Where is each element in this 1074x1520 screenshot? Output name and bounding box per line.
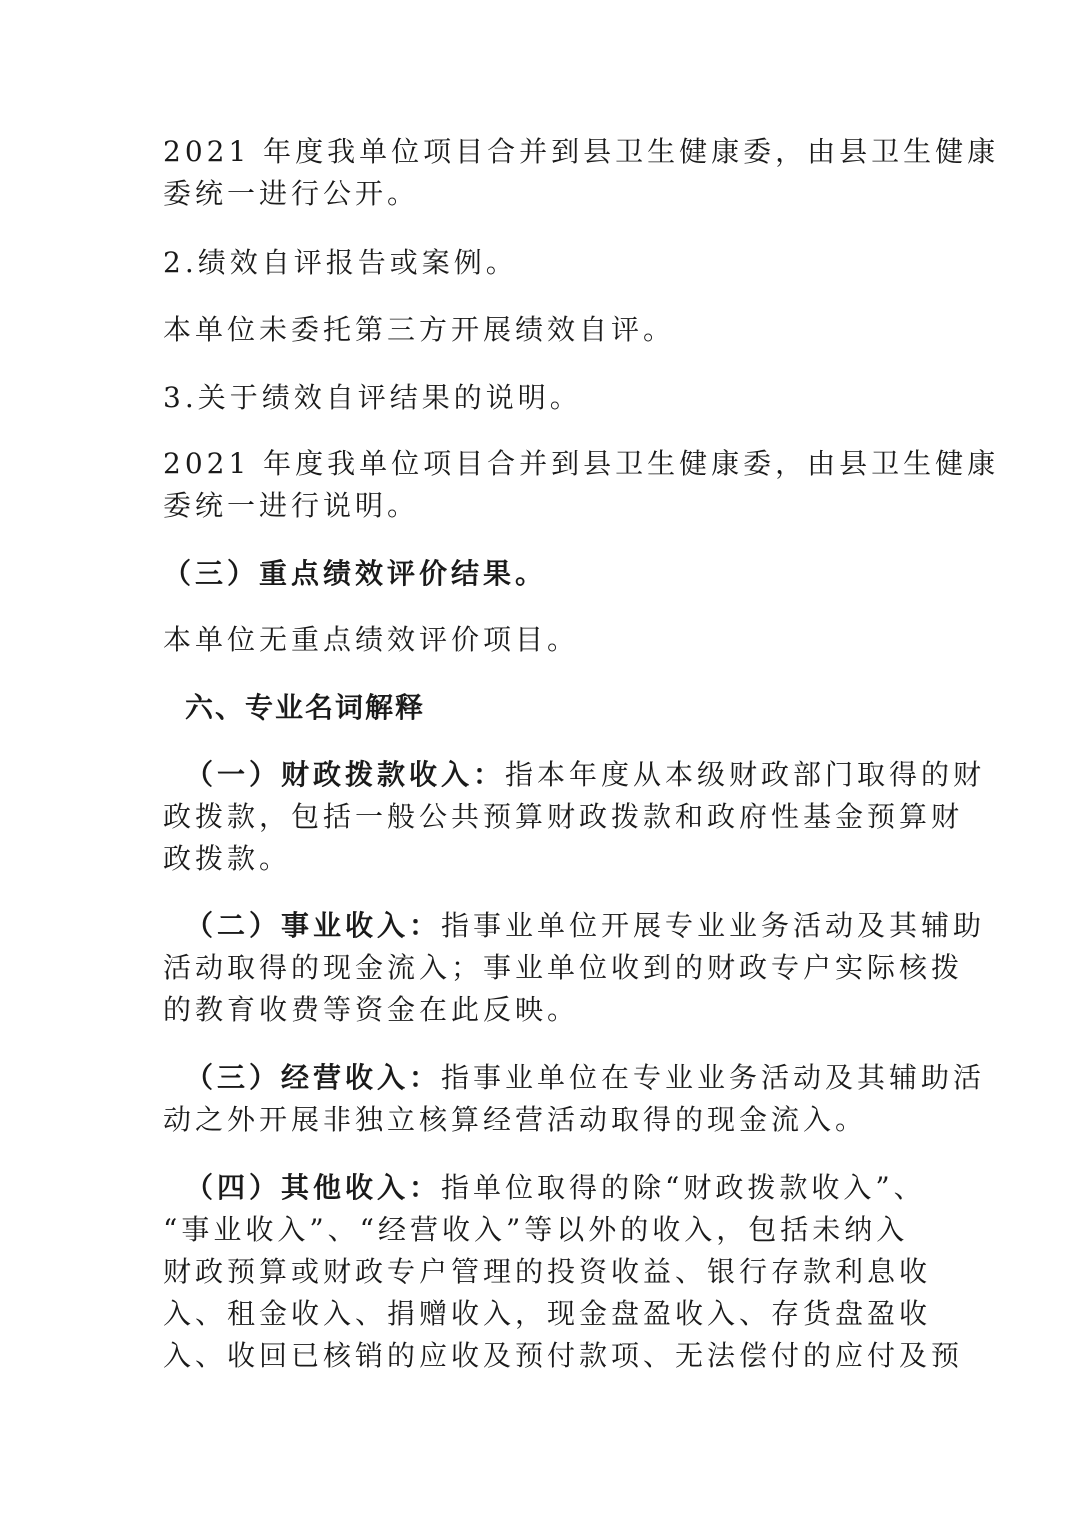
definition-text: 指事业单位在专业业务活动及其辅助活 bbox=[441, 1061, 986, 1094]
definition-term: （四）其他收入： bbox=[185, 1171, 442, 1204]
definition-line bbox=[185, 1060, 985, 1096]
paragraph-line: 入、租金收入、捐赠收入，现金盘盈收入、存货盘盈收 bbox=[163, 1297, 932, 1330]
paragraph-line: 动之外开展非独立核算经营活动取得的现金流入。 bbox=[163, 1103, 868, 1136]
section-heading: 六、专业名词解释 bbox=[185, 691, 426, 724]
paragraph-line: 委统一进行公开。 bbox=[163, 177, 420, 210]
definition-text: 指本年度从本级财政部门取得的财 bbox=[505, 758, 986, 791]
definition-line bbox=[185, 908, 985, 944]
paragraph-line: 入、收回已核销的应收及预付款项、无法偿付的应付及预 bbox=[163, 1339, 964, 1372]
subsection-heading: （三）重点绩效评价结果。 bbox=[163, 557, 548, 590]
paragraph-line: 政拨款。 bbox=[163, 842, 292, 875]
definition-term: （二）事业收入： bbox=[185, 909, 442, 942]
paragraph-line: 活动取得的现金流入；事业单位收到的财政专户实际核拨 bbox=[163, 951, 964, 984]
paragraph-line: 2021 年度我单位项目合并到县卫生健康委，由县卫生健康 bbox=[163, 447, 1000, 480]
definition-term: （一）财政拨款收入： bbox=[185, 758, 506, 791]
definition-line bbox=[185, 1170, 926, 1206]
paragraph-line: “事业收入”、“经营收入”等以外的收入，包括未纳入 bbox=[163, 1213, 909, 1246]
list-item: 2.绩效自评报告或案例。 bbox=[163, 246, 518, 279]
list-item: 3.关于绩效自评结果的说明。 bbox=[163, 381, 582, 414]
paragraph-line: 2021 年度我单位项目合并到县卫生健康委，由县卫生健康 bbox=[163, 135, 1000, 168]
paragraph-line: 本单位未委托第三方开展绩效自评。 bbox=[163, 313, 676, 346]
definition-line bbox=[185, 757, 985, 793]
definition-term: （三）经营收入： bbox=[185, 1061, 442, 1094]
paragraph-line: 财政预算或财政专户管理的投资收益、银行存款利息收 bbox=[163, 1255, 932, 1288]
paragraph-line: 的教育收费等资金在此反映。 bbox=[163, 993, 580, 1026]
definition-text: 指单位取得的除“财政拨款收入”、 bbox=[441, 1171, 926, 1204]
definition-text: 指事业单位开展专业业务活动及其辅助 bbox=[441, 909, 986, 942]
paragraph-line: 政拨款，包括一般公共预算财政拨款和政府性基金预算财 bbox=[163, 800, 964, 833]
paragraph-line: 委统一进行说明。 bbox=[163, 489, 420, 522]
paragraph-line: 本单位无重点绩效评价项目。 bbox=[163, 623, 580, 656]
